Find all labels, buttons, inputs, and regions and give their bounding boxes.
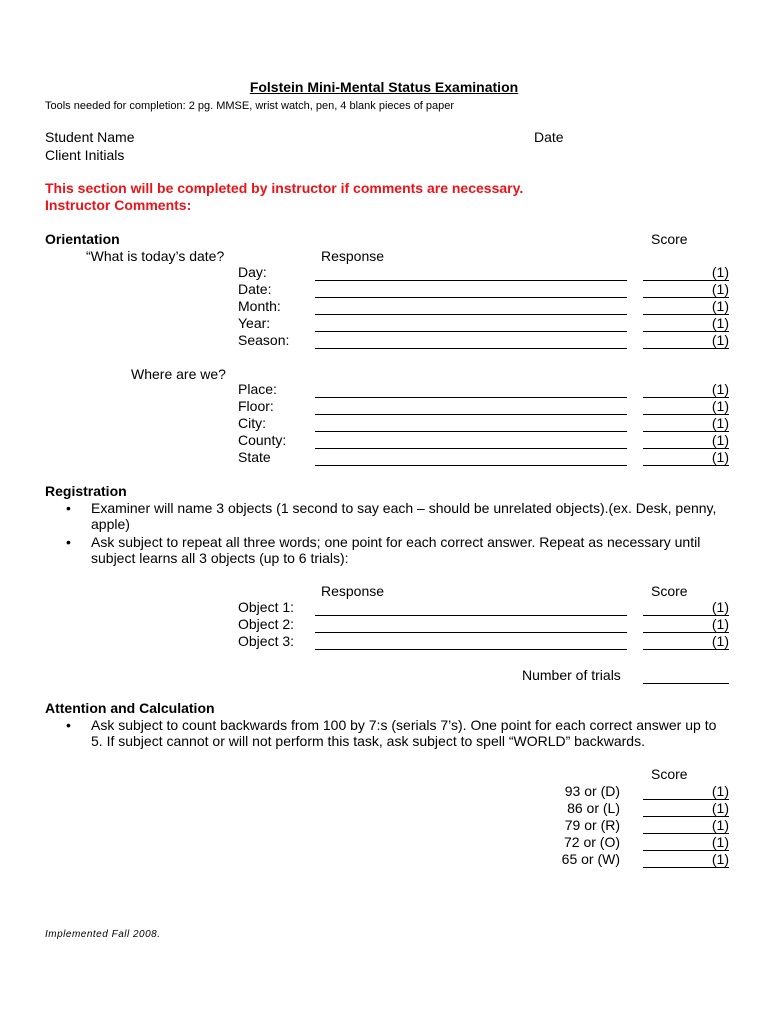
instructor-note: This section will be completed by instructor if comments are necessary. bbox=[45, 180, 524, 196]
tools-needed: Tools needed for completion: 2 pg. MMSE, wrist watch, pen, 4 blank pieces of paper bbox=[45, 100, 455, 112]
score-field[interactable]: (1) bbox=[643, 398, 729, 415]
student-name-label: Student Name bbox=[45, 129, 135, 145]
score-field[interactable]: (1) bbox=[643, 616, 729, 633]
score-field[interactable]: (1) bbox=[643, 633, 729, 650]
page-title: Folstein Mini-Mental Status Examination bbox=[249, 79, 519, 95]
trials-field[interactable] bbox=[643, 683, 729, 684]
response-field[interactable] bbox=[315, 280, 627, 281]
response-field[interactable] bbox=[315, 414, 627, 415]
row-label: Object 3: bbox=[238, 633, 295, 649]
score-field[interactable]: (1) bbox=[643, 800, 729, 817]
attention-score-header: Score bbox=[651, 766, 688, 782]
orientation-score-header: Score bbox=[651, 231, 688, 247]
row-label: Object 2: bbox=[238, 616, 295, 632]
footer-note: Implemented Fall 2008. bbox=[45, 929, 161, 940]
score-field[interactable]: (1) bbox=[643, 449, 729, 466]
score-field[interactable]: (1) bbox=[643, 381, 729, 398]
row-label: Day: bbox=[238, 264, 267, 280]
bullet-icon: • bbox=[66, 717, 71, 733]
bullet-icon: • bbox=[66, 534, 71, 550]
orientation-response-header: Response bbox=[321, 248, 385, 264]
registration-bullet-2: Ask subject to repeat all three words; one point for each correct answer. Repeat as necessary until subject learns all 3 objects (up to 6 trials): bbox=[91, 534, 701, 566]
response-field[interactable] bbox=[315, 465, 627, 466]
registration-heading: Registration bbox=[45, 483, 127, 499]
score-field[interactable]: (1) bbox=[643, 599, 729, 616]
score-field[interactable]: (1) bbox=[643, 281, 729, 298]
bullet-icon: • bbox=[66, 500, 71, 516]
response-field[interactable] bbox=[315, 632, 627, 633]
row-label: 79 or (R) bbox=[564, 817, 620, 833]
date-question: “What is today’s date? bbox=[86, 248, 225, 264]
response-field[interactable] bbox=[315, 431, 627, 432]
date-label: Date bbox=[534, 129, 564, 145]
response-field[interactable] bbox=[315, 448, 627, 449]
row-label: Object 1: bbox=[238, 599, 295, 615]
score-field[interactable]: (1) bbox=[643, 298, 729, 315]
response-field[interactable] bbox=[315, 297, 627, 298]
registration-bullet-1: Examiner will name 3 objects (1 second to say each – should be unrelated objects).(ex. Desk, penny, apple) bbox=[91, 500, 717, 532]
score-field[interactable]: (1) bbox=[643, 851, 729, 868]
response-field[interactable] bbox=[315, 615, 627, 616]
row-label: City: bbox=[238, 415, 266, 431]
row-label: Floor: bbox=[238, 398, 274, 414]
row-label: Month: bbox=[238, 298, 281, 314]
row-label: 86 or (L) bbox=[567, 800, 620, 816]
score-field[interactable]: (1) bbox=[643, 315, 729, 332]
response-field[interactable] bbox=[315, 331, 627, 332]
row-label: State bbox=[238, 449, 271, 465]
instructor-comments-label: Instructor Comments: bbox=[45, 197, 192, 213]
registration-response-header: Response bbox=[321, 583, 385, 599]
row-label: Date: bbox=[238, 281, 272, 297]
score-field[interactable]: (1) bbox=[643, 834, 729, 851]
score-field[interactable]: (1) bbox=[643, 264, 729, 281]
row-label: 93 or (D) bbox=[564, 783, 620, 799]
row-label: 65 or (W) bbox=[561, 851, 620, 867]
client-initials-label: Client Initials bbox=[45, 147, 125, 163]
place-question: Where are we? bbox=[131, 366, 226, 382]
orientation-heading: Orientation bbox=[45, 231, 120, 247]
row-label: Year: bbox=[238, 315, 271, 331]
score-field[interactable]: (1) bbox=[643, 817, 729, 834]
row-label: Season: bbox=[238, 332, 290, 348]
attention-bullet: Ask subject to count backwards from 100 by 7:s (serials 7’s). One point for each correct answer up to 5. If subject cannot or will not perform this task, ask subject to spell “WORLD” backwards. bbox=[91, 717, 717, 749]
registration-score-header: Score bbox=[651, 583, 688, 599]
response-field[interactable] bbox=[315, 314, 627, 315]
trials-label: Number of trials bbox=[522, 667, 621, 683]
score-field[interactable]: (1) bbox=[643, 783, 729, 800]
row-label: Place: bbox=[238, 381, 277, 397]
response-field[interactable] bbox=[315, 348, 627, 349]
score-field[interactable]: (1) bbox=[643, 432, 729, 449]
score-field[interactable]: (1) bbox=[643, 415, 729, 432]
score-field[interactable]: (1) bbox=[643, 332, 729, 349]
response-field[interactable] bbox=[315, 397, 627, 398]
attention-heading: Attention and Calculation bbox=[45, 700, 215, 716]
row-label: County: bbox=[238, 432, 287, 448]
response-field[interactable] bbox=[315, 649, 627, 650]
row-label: 72 or (O) bbox=[563, 834, 620, 850]
